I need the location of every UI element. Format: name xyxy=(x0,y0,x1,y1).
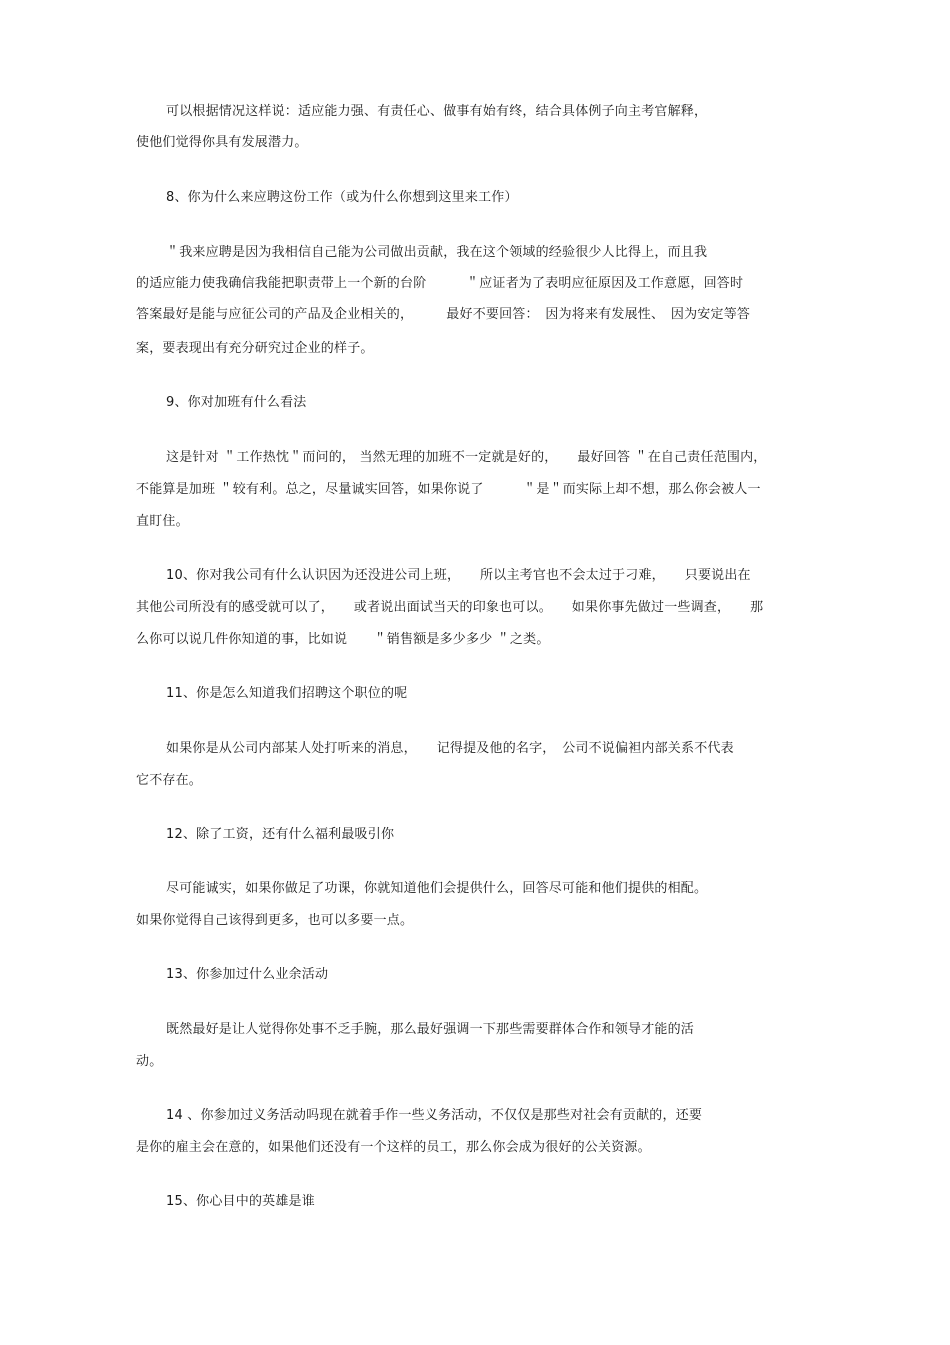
question-heading: 9、你对加班有什么看法 xyxy=(166,395,307,410)
paragraph-line: 不能算是加班 ＂较有利。总之，尽量诚实回答，如果你说了 ＂是＂而实际上却不想，那么你会被人一 xyxy=(136,482,761,497)
question-heading: 8、你为什么来应聘这份工作（或为什么你想到这里来工作） xyxy=(166,190,518,205)
paragraph-line: ＂我来应聘是因为我相信自己能为公司做出贡献，我在这个领域的经验很少人比得上，而且我 xyxy=(166,245,708,260)
question-heading: 13、你参加过什么业余活动 xyxy=(166,967,329,982)
paragraph-line: 如果你觉得自己该得到更多，也可以多要一点。 xyxy=(136,913,414,928)
paragraph-line: 是你的雇主会在意的，如果他们还没有一个这样的员工，那么你会成为很好的公关资源。 xyxy=(136,1140,651,1155)
paragraph-line: 尽可能诚实，如果你做足了功课，你就知道他们会提供什么，回答尽可能和他们提供的相配。 xyxy=(166,881,708,896)
paragraph-line: 直盯住。 xyxy=(136,514,189,529)
paragraph-line: 既然最好是让人觉得你处事不乏手腕，那么最好强调一下那些需要群体合作和领导才能的活 xyxy=(166,1022,695,1037)
paragraph-line: 它不存在。 xyxy=(136,773,203,788)
paragraph-line: 的适应能力使我确信我能把职责带上一个新的台阶 ＂应证者为了表明应征原因及工作意愿，回答时 xyxy=(136,276,744,291)
question-heading: 12、除了工资，还有什么福利最吸引你 xyxy=(166,827,395,842)
paragraph-line: 答案最好是能与应征公司的产品及企业相关的， 最好不要回答： 因为将来有发展性、 因为安定等答 xyxy=(136,307,751,322)
paragraph-line: 其他公司所没有的感受就可以了， 或者说出面试当天的印象也可以。 如果你事先做过一些调查， 那 xyxy=(136,600,764,615)
paragraph-line: 10、你对我公司有什么认识因为还没进公司上班， 所以主考官也不会太过于刁难， 只要说出在 xyxy=(166,568,751,583)
question-heading: 11、你是怎么知道我们招聘这个职位的呢 xyxy=(166,686,408,701)
paragraph-line: 如果你是从公司内部某人处打听来的消息， 记得提及他的名字， 公司不说偏袒内部关系不代表 xyxy=(166,741,734,756)
paragraph-line: 案，要表现出有充分研究过企业的样子。 xyxy=(136,341,374,356)
paragraph-line: 使他们觉得你具有发展潜力。 xyxy=(136,135,308,150)
paragraph-line: 这是针对 ＂工作热忱＂而问的， 当然无理的加班不一定就是好的， 最好回答 ＂在自己责任范围内， xyxy=(166,450,767,465)
paragraph-line: 动。 xyxy=(136,1054,163,1069)
question-heading: 15、你心目中的英雄是谁 xyxy=(166,1194,315,1209)
paragraph-line: 14 、你参加过义务活动吗现在就着手作一些义务活动，不仅仅是那些对社会有贡献的，还要 xyxy=(166,1108,703,1123)
paragraph-line: 么你可以说几件你知道的事，比如说 ＂销售额是多少多少 ＂之类。 xyxy=(136,632,550,647)
paragraph-line: 可以根据情况这样说：适应能力强、有责任心、做事有始有终，结合具体例子向主考官解释， xyxy=(166,104,708,119)
